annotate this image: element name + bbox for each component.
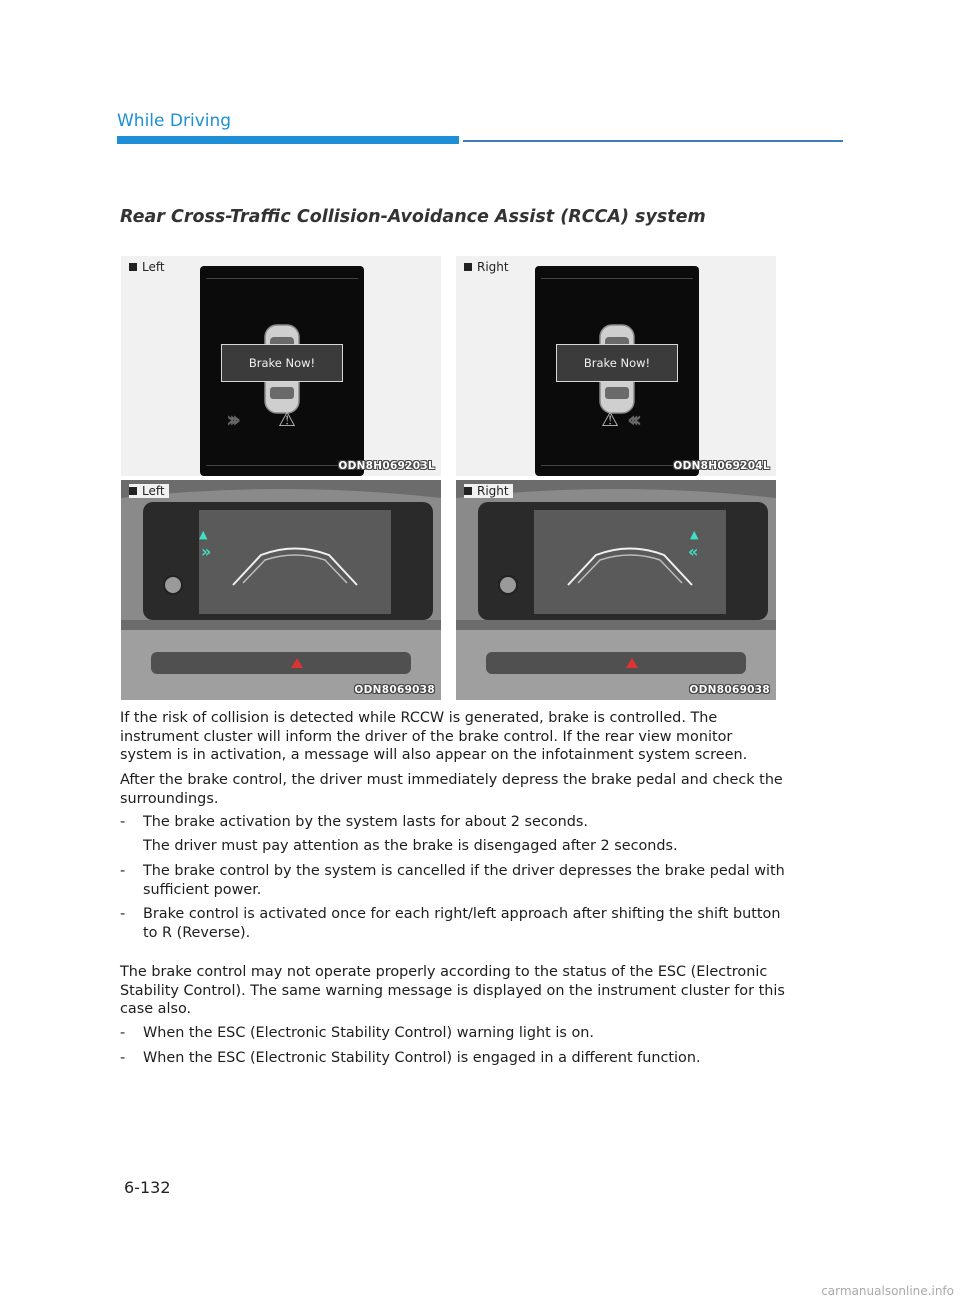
brake-now-message: Brake Now! bbox=[221, 344, 343, 382]
figure-cluster-right bbox=[456, 256, 776, 476]
paragraph-after-brake: After the brake control, the driver must immediately depress the brake pedal and check the surroundings. bbox=[120, 772, 783, 807]
square-bullet-icon bbox=[464, 263, 472, 271]
figure-code: ODN8H069204L bbox=[673, 460, 770, 472]
figure-label: Right bbox=[464, 484, 513, 498]
list-item-continuation: The driver must pay attention as the brake is disengaged after 2 seconds. bbox=[143, 838, 678, 854]
page-number: 6-132 bbox=[124, 1178, 171, 1197]
instrument-cluster-display bbox=[200, 266, 364, 476]
infotainment-illustration bbox=[121, 480, 441, 700]
paragraph-esc-note: The brake control may not operate properly according to the status of the ESC (Electronic Stability Control). The same warning message is displayed on the instrument cluster for this case also. bbox=[120, 964, 785, 1017]
header-rule-accent bbox=[117, 136, 459, 144]
approach-arrows-icon: ››› bbox=[226, 408, 236, 433]
infotainment-illustration bbox=[456, 480, 776, 700]
warning-triangle-icon: ⚠ bbox=[278, 407, 296, 431]
warning-triangle-icon: ▲ bbox=[199, 528, 208, 541]
brake-now-message: Brake Now! bbox=[556, 344, 678, 382]
square-bullet-icon bbox=[464, 487, 472, 495]
figure-code: ODN8H069203L bbox=[338, 460, 435, 472]
figure-label: Left bbox=[129, 260, 165, 274]
watermark: carmanualsonline.info bbox=[821, 1284, 954, 1298]
figure-cluster-left bbox=[121, 256, 441, 476]
figure-code: ODN8069038 bbox=[689, 684, 770, 696]
list-item: - The brake control by the system is cancelled if the driver depresses the brake pedal with sufficient power. bbox=[120, 863, 785, 898]
figure-code: ODN8069038 bbox=[354, 684, 435, 696]
instrument-cluster-display bbox=[535, 266, 699, 476]
approach-arrows-icon: ‹‹‹ bbox=[627, 408, 637, 433]
warning-triangle-icon: ⚠ bbox=[601, 407, 619, 431]
square-bullet-icon bbox=[129, 487, 137, 495]
section-title: While Driving bbox=[117, 111, 232, 131]
figure-screen-right bbox=[456, 480, 776, 700]
list-item: - The brake activation by the system lasts for about 2 seconds. bbox=[120, 814, 588, 830]
figure-screen-left bbox=[121, 480, 441, 700]
figure-label: Right bbox=[464, 260, 509, 274]
list-item: - When the ESC (Electronic Stability Control) is engaged in a different function. bbox=[120, 1050, 701, 1066]
header-rule bbox=[463, 140, 843, 142]
warning-triangle-icon: ▲ bbox=[690, 528, 699, 541]
list-item: - When the ESC (Electronic Stability Control) warning light is on. bbox=[120, 1025, 594, 1041]
list-item: - Brake control is activated once for each right/left approach after shifting the shift button to R (Reverse). bbox=[120, 906, 781, 941]
section-heading: Rear Cross-Traffic Collision-Avoidance Assist (RCCA) system bbox=[120, 207, 706, 227]
figure-label: Left bbox=[129, 484, 169, 498]
paragraph-collision-detected: If the risk of collision is detected while RCCW is generated, brake is controlled. The instrument cluster will inform the driver of the brake control. If the rear view monitor system is in activation, a message will also appear on the infotainment system screen. bbox=[120, 710, 748, 763]
square-bullet-icon bbox=[129, 263, 137, 271]
warning-chevron-icon: » bbox=[201, 542, 212, 561]
warning-chevron-icon: « bbox=[688, 542, 699, 561]
